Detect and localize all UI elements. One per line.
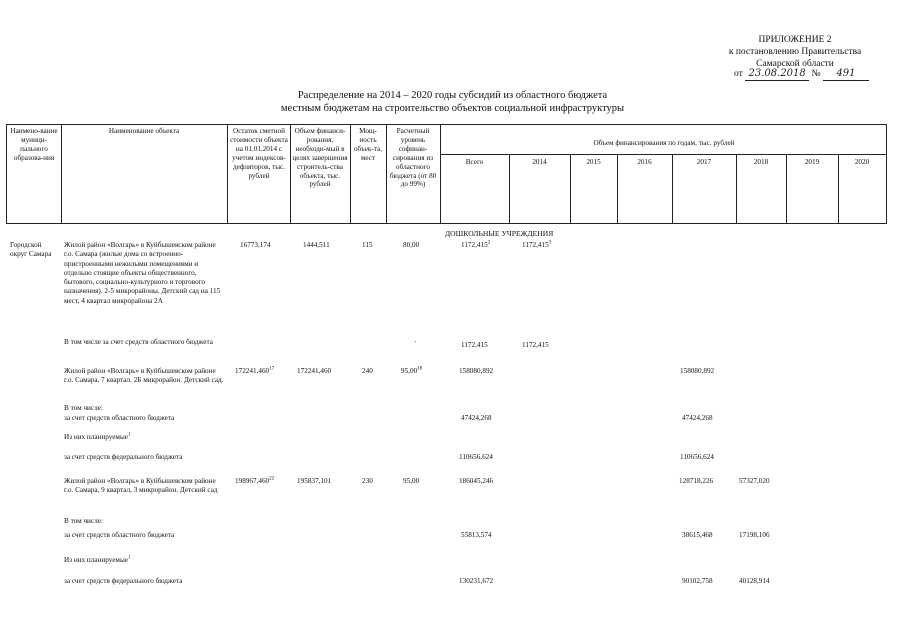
- appendix-line2: к постановлению Правительства: [728, 47, 862, 57]
- grid-line: [672, 154, 673, 224]
- capacity: 230: [362, 477, 373, 485]
- grid-line: [440, 124, 441, 224]
- funding-needed: 1444,511: [303, 241, 330, 249]
- footnote-mark: 3: [548, 240, 552, 246]
- header-capacity: Мощ-ность объек-та, мест: [353, 127, 383, 162]
- grid-line: [6, 124, 886, 125]
- planned-label: [64, 556, 130, 565]
- year-2014-value: 1172,415: [522, 241, 549, 249]
- header-year-2019: 2019: [804, 158, 820, 166]
- grid-line: [440, 154, 886, 155]
- header-year-2020: 2020: [854, 158, 870, 166]
- header-object: Наименование объекта: [108, 127, 180, 135]
- number-prefix: №: [811, 69, 821, 79]
- remaining-cost: 16773,174: [240, 241, 271, 249]
- date-prefix: от: [734, 69, 743, 79]
- grid-line: [227, 124, 228, 224]
- grid-line: [61, 124, 62, 224]
- grid-line: [617, 154, 618, 224]
- grid-line: [6, 124, 7, 224]
- year-2017-amount: 128718,226: [679, 477, 714, 485]
- remaining-cost: [235, 367, 274, 376]
- section-heading: ДОШКОЛЬНЫЕ УЧРЕЖДЕНИЯ: [445, 229, 554, 238]
- capacity: 115: [362, 241, 373, 249]
- total-amount: 1172,415: [461, 341, 488, 349]
- date-handwritten: 23.08.2018: [745, 68, 809, 81]
- header-year-2017: 2017: [696, 158, 712, 166]
- grid-line: [386, 124, 387, 224]
- header-year-2015: 2015: [586, 158, 601, 166]
- total-value: 1172,415: [461, 241, 488, 249]
- including-label: В том числе:: [64, 517, 103, 525]
- appendix-title: ПРИЛОЖЕНИЕ 2: [758, 35, 832, 45]
- appendix-block: [706, 34, 884, 70]
- title-line1: Распределение на 2014 – 2020 годы субсидий из областного бюджета: [297, 90, 608, 101]
- remaining-cost: [235, 477, 274, 486]
- appendix-line3: Самарской области: [756, 59, 834, 69]
- subrow-label: за счет средств областного бюджета: [64, 414, 175, 422]
- cofinancing-level: 95,00: [403, 477, 420, 485]
- grid-line: [290, 124, 291, 224]
- planned-text: Из них планируемые: [64, 433, 128, 441]
- footnote-mark: 1: [127, 555, 131, 561]
- footnote-mark: 17: [269, 366, 275, 372]
- grid-line: [350, 124, 351, 224]
- municipality-name: Городской округ Самара: [10, 241, 52, 259]
- object-name: Жилой район «Волгарь» в Куйбышевском районе г.о. Самара, 9 квартал, 3 микрорайон. Детский сад: [64, 477, 218, 495]
- cofinancing-level: 80,00: [403, 241, 420, 249]
- header-year-2014: 2014: [532, 158, 547, 166]
- grid-line: [786, 154, 787, 224]
- capacity: 240: [362, 367, 373, 375]
- header-total: Всего: [465, 158, 484, 166]
- year-2014-amount: 1172,415: [522, 341, 549, 349]
- funding-needed: 195837,101: [297, 477, 332, 485]
- year-2017-amount: 38615,468: [682, 531, 713, 539]
- total-amount: 186045,246: [459, 477, 494, 485]
- grid-line: [6, 223, 886, 224]
- year-2018-amount: 40128,914: [739, 577, 770, 585]
- subrow-label: за счет средств областного бюджета: [64, 531, 175, 539]
- total-amount: 55813,574: [461, 531, 492, 539]
- document-title: [0, 89, 905, 115]
- planned-label: [64, 433, 130, 442]
- year-2014-amount: [522, 241, 551, 250]
- footnote-mark: 22: [269, 476, 275, 482]
- year-2018-amount: 57327,020: [739, 477, 770, 485]
- header-funding-needed: Объем финанси-рования, необходи-мый в целях завершения строитель-ства объекта, тыс. рублей: [292, 127, 348, 189]
- subrow-label: за счет средств федерального бюджета: [64, 577, 183, 585]
- total-amount: 110656,624: [459, 453, 493, 461]
- grid-line: [509, 154, 510, 224]
- year-2017-amount: 158080,892: [680, 367, 715, 375]
- header-year-2016: 2016: [637, 158, 652, 166]
- grid-line: [886, 124, 887, 224]
- object-name: Жилой район «Волгарь» в Куйбышевском районе г.о. Самара (жилые дома со встроенно-пристроенными нежилыми помещениями и отдельно стоящие объекты общественного, бытового, социально-культурного и торгового назначения). 2-5 микрорайоны. Детский сад на 115 мест, 4 квартал микрорайона 2А: [64, 241, 221, 305]
- header-volume-by-year: Объем финансирования по годам, тыс. рублей: [593, 139, 735, 147]
- including-label: В том числе:: [64, 404, 103, 412]
- total-amount: 47424,268: [461, 414, 492, 422]
- cofinancing-value: 95,00: [401, 367, 418, 375]
- remaining-value: 198967,460: [235, 477, 270, 485]
- total-amount: 130231,672: [459, 577, 494, 585]
- remaining-value: 172241,460: [235, 367, 270, 375]
- year-2017-amount: 90102,758: [682, 577, 713, 585]
- subrow-label: В том числе за счет средств областного бюджета: [64, 338, 213, 346]
- planned-text: Из них планируемые: [64, 556, 128, 564]
- header-year-2018: 2018: [753, 158, 769, 166]
- subrow-label: за счет средств федерального бюджета: [64, 453, 183, 461]
- number-handwritten: 491: [823, 68, 869, 81]
- footnote-mark: 18: [417, 366, 423, 372]
- total-amount: [461, 241, 490, 250]
- object-name: Жилой район «Волгарь» в Куйбышевском районе г.о. Самара. 7 квартал. 2Б микрорайон. Детский сад.: [64, 367, 224, 385]
- tick-mark: ·: [414, 338, 417, 346]
- cofinancing-level: [401, 367, 422, 376]
- year-2018-amount: 17198,106: [739, 531, 770, 539]
- year-2017-amount: 110656,624: [680, 453, 714, 461]
- grid-line: [838, 154, 839, 224]
- funding-needed: 172241,460: [297, 367, 332, 375]
- header-municipality: Наимено-вание муници-пального образова-ния: [10, 127, 58, 162]
- footnote-mark: 1: [127, 432, 131, 438]
- total-amount: 158080,892: [459, 367, 494, 375]
- header-remaining-cost: Остаток сметной стоимости объекта на 01.01.2014 с учетом индексов-дефляторов, тыс. рублей: [230, 127, 288, 180]
- header-cofinancing: Расчетный уровень софинан-сирования из областного бюджета (от 80 до 99%): [389, 127, 437, 189]
- appendix-date-line: [734, 68, 869, 81]
- title-line2: местным бюджетам на строительство объектов социальной инфраструктуры: [280, 103, 625, 114]
- grid-line: [736, 154, 737, 224]
- grid-line: [570, 154, 571, 224]
- year-2017-amount: 47424,268: [682, 414, 713, 422]
- footnote-mark: 2: [487, 240, 491, 246]
